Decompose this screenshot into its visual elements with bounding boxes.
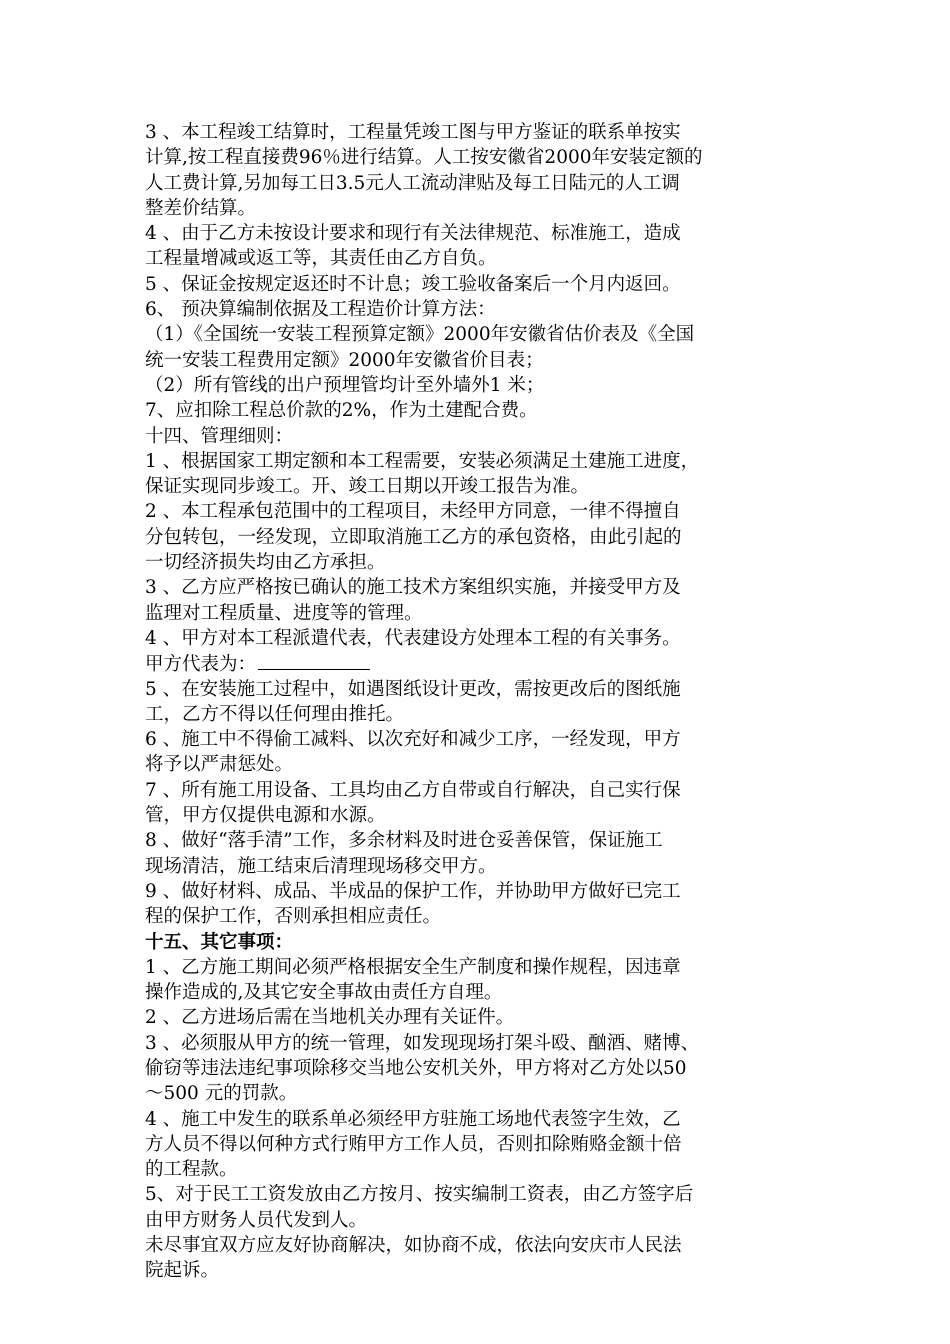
section-heading bbox=[145, 930, 810, 955]
text-line bbox=[145, 525, 810, 550]
text-line bbox=[145, 449, 810, 474]
text-line bbox=[145, 1258, 810, 1283]
text-line bbox=[145, 145, 810, 170]
text-line bbox=[145, 879, 810, 904]
line-text: 程的保护工作，否则承担相应责任。 bbox=[145, 906, 442, 928]
line-text: 由甲方财务人员代发到人。 bbox=[145, 1209, 368, 1231]
line-text: 一切经济损失均由乙方承担。 bbox=[145, 552, 386, 574]
line-text: 管，甲方仅提供电源和水源。 bbox=[145, 805, 386, 827]
text-line bbox=[145, 373, 810, 398]
text-line bbox=[145, 727, 810, 752]
text-line bbox=[145, 171, 810, 196]
line-text: 1 、乙方施工期间必须严格根据安全生产制度和操作规程，因违章 bbox=[145, 956, 681, 978]
text-line bbox=[145, 196, 810, 221]
text-line bbox=[145, 297, 810, 322]
line-text: 统一安装工程费用定额》2000年安徽省价目表； bbox=[145, 349, 544, 371]
text-line bbox=[145, 221, 810, 246]
line-text: 2 、本工程承包范围中的工程项目，未经甲方同意，一律不得擅自 bbox=[145, 501, 681, 523]
line-text: 4 、施工中发生的联系单必须经甲方驻施工场地代表签字生效，乙 bbox=[145, 1108, 681, 1130]
text-line bbox=[145, 120, 810, 145]
line-text: 7、应扣除工程总价款的2%，作为土建配合费。 bbox=[145, 400, 538, 422]
line-text: 甲方代表为： bbox=[145, 654, 257, 676]
line-text: 5 、在安装施工过程中，如遇图纸设计更改，需按更改后的图纸施 bbox=[145, 678, 681, 700]
line-text: 人工费计算,另加每工日3.5元人工流动津贴及每工日陆元的人工调 bbox=[145, 172, 680, 194]
line-text: 未尽事宜双方应友好协商解决，如协商不成，依法向安庆市人民法 bbox=[145, 1235, 682, 1257]
text-line bbox=[145, 702, 810, 727]
text-line bbox=[145, 854, 810, 879]
line-text: 5、对于民工工资发放由乙方按月、按实编制工资表，由乙方签字后 bbox=[145, 1184, 694, 1206]
line-text: 1 、根据国家工期定额和本工程需要，安装必须满足土建施工进度， bbox=[145, 450, 700, 472]
line-text: （2）所有管线的出户预埋管均计至外墙外1 米； bbox=[145, 374, 545, 396]
text-line bbox=[145, 1233, 810, 1258]
text-line bbox=[145, 348, 810, 373]
line-text: 4 、由于乙方未按设计要求和现行有关法律规范、标准施工，造成 bbox=[145, 223, 681, 245]
text-line bbox=[145, 752, 810, 777]
line-text: 工程量增减或返工等，其责任由乙方自负。 bbox=[145, 248, 497, 270]
text-line bbox=[145, 1208, 810, 1233]
line-text: 监理对工程质量、进度等的管理。 bbox=[145, 602, 423, 624]
text-line bbox=[145, 677, 810, 702]
line-text: 偷窃等违法违纪事项除移交当地公安机关外，甲方将对乙方处以50 bbox=[145, 1057, 687, 1079]
text-line bbox=[145, 424, 810, 449]
line-text: 计算,按工程直接费96％进行结算。人工按安徽省2000年安装定额的 bbox=[145, 147, 703, 169]
text-line bbox=[145, 778, 810, 803]
line-text: 3 、必须服从甲方的统一管理，如发现现场打架斗殴、酗酒、赌博、 bbox=[145, 1032, 700, 1054]
line-text: 将予以严肃惩处。 bbox=[145, 754, 294, 776]
line-text: 6 、施工中不得偷工减料、以次充好和减少工序，一经发现，甲方 bbox=[145, 729, 681, 751]
line-text: 保证实现同步竣工。开、竣工日期以开竣工报告为准。 bbox=[145, 476, 590, 498]
text-line bbox=[145, 575, 810, 600]
text-line bbox=[145, 980, 810, 1005]
text-line bbox=[145, 1031, 810, 1056]
line-text: 院起诉。 bbox=[145, 1260, 220, 1282]
text-line bbox=[145, 626, 810, 651]
line-text: 工，乙方不得以任何理由推托。 bbox=[145, 703, 405, 725]
text-line bbox=[145, 550, 810, 575]
line-text: 十五、其它事项： bbox=[145, 931, 294, 953]
text-line bbox=[145, 1157, 810, 1182]
line-text: ～500 元的罚款。 bbox=[145, 1083, 298, 1105]
line-text: 十四、管理细则： bbox=[145, 425, 294, 447]
line-text: 整差价结算。 bbox=[145, 197, 257, 219]
text-line bbox=[145, 499, 810, 524]
text-line bbox=[145, 1005, 810, 1030]
line-text: 2 、乙方进场后需在当地机关办理有关证件。 bbox=[145, 1007, 515, 1029]
line-text: 5 、保证金按规定返还时不计息；竣工验收备案后一个月内返回。 bbox=[145, 273, 681, 295]
line-text: 9 、做好材料、成品、半成品的保护工作，并协助甲方做好已完工 bbox=[145, 880, 681, 902]
line-text: （1）《全国统一安装工程预算定额》2000年安徽省估价表及《全国 bbox=[145, 324, 695, 346]
text-line bbox=[145, 828, 810, 853]
document-body bbox=[145, 120, 810, 1284]
text-line bbox=[145, 955, 810, 980]
line-text: 现场清洁，施工结束后清理现场移交甲方。 bbox=[145, 855, 497, 877]
text-line bbox=[145, 904, 810, 929]
text-line bbox=[145, 474, 810, 499]
text-line bbox=[145, 1081, 810, 1106]
line-text: 8 、做好“落手清”工作，多余材料及时进仓妥善保管，保证施工 bbox=[145, 830, 663, 852]
text-line bbox=[145, 1107, 810, 1132]
text-line bbox=[145, 651, 810, 676]
text-line bbox=[145, 601, 810, 626]
text-line bbox=[145, 322, 810, 347]
signature-blank-field[interactable] bbox=[258, 651, 370, 670]
line-text: 3 、本工程竣工结算时，工程量凭竣工图与甲方鉴证的联系单按实 bbox=[145, 122, 681, 143]
text-line bbox=[145, 246, 810, 271]
line-text: 4 、甲方对本工程派遣代表，代表建设方处理本工程的有关事务。 bbox=[145, 627, 681, 649]
text-line bbox=[145, 803, 810, 828]
line-text: 操作造成的,及其它安全事故由责任方自理。 bbox=[145, 982, 503, 1004]
text-line bbox=[145, 398, 810, 423]
line-text: 6、 预决算编制依据及工程造价计算方法： bbox=[145, 299, 496, 321]
line-text: 3 、乙方应严格按已确认的施工技术方案组织实施，并接受甲方及 bbox=[145, 577, 681, 599]
text-line bbox=[145, 1182, 810, 1207]
text-line bbox=[145, 1056, 810, 1081]
line-text: 分包转包，一经发现，立即取消施工乙方的承包资格，由此引起的 bbox=[145, 526, 682, 548]
text-line bbox=[145, 272, 810, 297]
text-line bbox=[145, 1132, 810, 1157]
line-text: 7 、所有施工用设备、工具均由乙方自带或自行解决，自己实行保 bbox=[145, 779, 681, 801]
line-text: 的工程款。 bbox=[145, 1159, 238, 1181]
line-text: 方人员不得以何种方式行贿甲方工作人员，否则扣除贿赂金额十倍 bbox=[145, 1133, 682, 1155]
